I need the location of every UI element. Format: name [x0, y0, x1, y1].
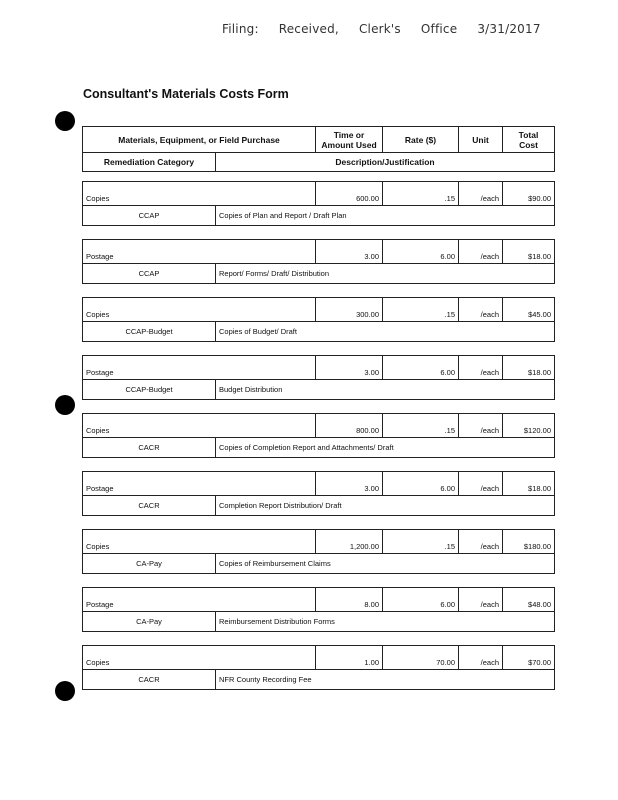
entry-unit: /each	[459, 240, 503, 264]
entry-total: $18.00	[503, 240, 555, 264]
entry-total: $180.00	[503, 530, 555, 554]
column-header-table	[82, 126, 555, 172]
col-category: Remediation Category	[83, 153, 216, 172]
col-time-line2: Amount Used	[321, 139, 377, 150]
office-label: Clerk's	[358, 22, 401, 36]
entry-description: NFR County Recording Fee	[216, 670, 555, 690]
entry-category: CA-Pay	[83, 554, 216, 574]
entry-amount: 1.00	[316, 646, 383, 670]
entry-category: CA-Pay	[83, 612, 216, 632]
entry-amount: 3.00	[316, 356, 383, 380]
entry-rate: 6.00	[383, 472, 459, 496]
entry-description: Copies of Reimbursement Claims	[216, 554, 555, 574]
entry-unit: /each	[459, 588, 503, 612]
entry-amount: 3.00	[316, 240, 383, 264]
filing-label: Filing:	[222, 22, 259, 36]
entry-rate: 70.00	[383, 646, 459, 670]
entry-amount: 3.00	[316, 472, 383, 496]
binder-hole-top	[55, 111, 75, 131]
received-label: Received,	[278, 22, 339, 36]
col-total-line2: Cost	[519, 139, 538, 150]
entry-total: $18.00	[503, 472, 555, 496]
entry-description: Copies of Plan and Report / Draft Plan	[216, 206, 555, 226]
entry-item: Postage	[83, 240, 316, 264]
col-time-line1: Time or	[333, 129, 365, 140]
col-total-line1: Total	[518, 129, 539, 140]
entry-unit: /each	[459, 646, 503, 670]
entry-rate: .15	[383, 414, 459, 438]
entry-total: $48.00	[503, 588, 555, 612]
entry-total: $45.00	[503, 298, 555, 322]
entry-unit: /each	[459, 356, 503, 380]
entry-description: Completion Report Distribution/ Draft	[216, 496, 555, 516]
entry-amount: 8.00	[316, 588, 383, 612]
binder-hole-middle	[55, 395, 75, 415]
entry-rate: .15	[383, 298, 459, 322]
entry-rate: 6.00	[383, 356, 459, 380]
entry-description: Budget Distribution	[216, 380, 555, 400]
cost-entry	[82, 587, 555, 632]
entry-item: Copies	[83, 646, 316, 670]
entry-unit: /each	[459, 298, 503, 322]
cost-entry	[82, 529, 555, 574]
entry-item: Copies	[83, 414, 316, 438]
entry-category: CACR	[83, 496, 216, 516]
office-word: Office	[420, 22, 458, 36]
col-description: Description/Justification	[216, 153, 555, 172]
col-materials: Materials, Equipment, or Field Purchase	[83, 127, 316, 153]
entry-amount: 800.00	[316, 414, 383, 438]
entry-description: Copies of Completion Report and Attachments/ Draft	[216, 438, 555, 458]
cost-entry	[82, 645, 555, 690]
entry-unit: /each	[459, 530, 503, 554]
entry-item: Copies	[83, 530, 316, 554]
form-title: Consultant's Materials Costs Form	[83, 87, 289, 101]
entry-item: Postage	[83, 472, 316, 496]
col-rate: Rate ($)	[383, 127, 459, 153]
entry-category: CCAP-Budget	[83, 380, 216, 400]
entry-category: CACR	[83, 438, 216, 458]
entry-item: Copies	[83, 182, 316, 206]
entry-category: CACR	[83, 670, 216, 690]
entry-category: CCAP	[83, 264, 216, 284]
entry-total: $90.00	[503, 182, 555, 206]
col-unit: Unit	[459, 127, 503, 153]
filing-date: 3/31/2017	[477, 22, 541, 36]
entry-rate: 6.00	[383, 588, 459, 612]
entry-total: $18.00	[503, 356, 555, 380]
entry-category: CCAP-Budget	[83, 322, 216, 342]
col-total	[503, 127, 555, 153]
col-time-amount	[316, 127, 383, 153]
entry-description: Copies of Budget/ Draft	[216, 322, 555, 342]
filing-stamp	[222, 22, 557, 36]
entry-amount: 600.00	[316, 182, 383, 206]
cost-entry	[82, 355, 555, 400]
entry-amount: 300.00	[316, 298, 383, 322]
entry-unit: /each	[459, 414, 503, 438]
entry-unit: /each	[459, 472, 503, 496]
entry-rate: .15	[383, 530, 459, 554]
binder-hole-bottom	[55, 681, 75, 701]
entry-item: Postage	[83, 356, 316, 380]
cost-entry	[82, 239, 555, 284]
entry-item: Postage	[83, 588, 316, 612]
entry-rate: .15	[383, 182, 459, 206]
entry-description: Report/ Forms/ Draft/ Distribution	[216, 264, 555, 284]
entry-total: $70.00	[503, 646, 555, 670]
entry-amount: 1,200.00	[316, 530, 383, 554]
cost-entry	[82, 413, 555, 458]
entry-total: $120.00	[503, 414, 555, 438]
cost-entry	[82, 297, 555, 342]
cost-entry	[82, 181, 555, 226]
entry-category: CCAP	[83, 206, 216, 226]
entry-unit: /each	[459, 182, 503, 206]
entry-description: Reimbursement Distribution Forms	[216, 612, 555, 632]
cost-entry	[82, 471, 555, 516]
entry-item: Copies	[83, 298, 316, 322]
entry-rate: 6.00	[383, 240, 459, 264]
